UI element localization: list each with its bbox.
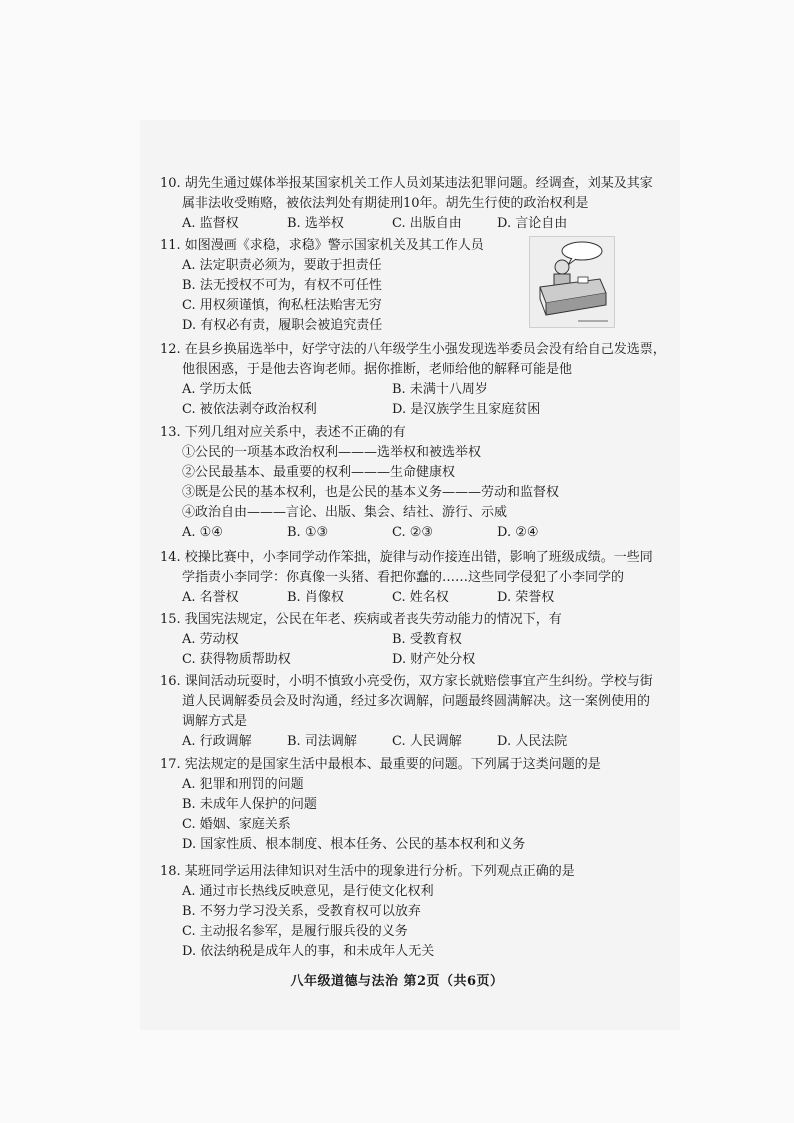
q11-stem: 11. 如图漫画《求稳，求稳》警示国家机关及其工作人员 (160, 238, 484, 253)
q13-item-4: ④政治自由———言论、出版、集会、结社、游行、示威 (182, 505, 508, 520)
q18-option-b: B. 不努力学习没关系，受教育权可以放弃 (182, 904, 421, 919)
q17-option-c: C. 婚姻、家庭关系 (182, 817, 291, 832)
q15-option-c: C. 获得物质帮助权 (182, 652, 291, 667)
question-14 (160, 548, 665, 608)
cartoon-official-at-desk-icon (530, 237, 614, 327)
q11-option-a: A. 法定职责必须为，要敢于担责任 (182, 258, 382, 273)
q13-option-a: A. ①④ (182, 525, 223, 540)
q17-stem: 17. 宪法规定的是国家生活中最根本、最重要的问题。下列属于这类问题的是 (160, 757, 601, 772)
q13-item-2: ②公民最基本、最重要的权利———生命健康权 (182, 465, 456, 480)
page-footer: 八年级道德与法治 第2页（共6页） (290, 974, 504, 989)
q10-stem-line1: 10. 胡先生通过媒体举报某国家机关工作人员刘某违法犯罪问题。经调查，刘某及其家 (160, 176, 653, 191)
question-16 (160, 672, 665, 752)
q16-stem-line3: 调解方式是 (182, 714, 248, 729)
q12-option-d: D. 是汉族学生且家庭贫困 (392, 402, 541, 417)
q15-option-b: B. 受教育权 (392, 632, 462, 647)
q18-option-c: C. 主动报名参军，是履行服兵役的义务 (182, 924, 408, 939)
q14-option-a: A. 名誉权 (182, 590, 239, 605)
q18-option-d: D. 依法纳税是成年人的事，和未成年人无关 (182, 944, 435, 959)
q17-option-a: A. 犯罪和刑罚的问题 (182, 777, 304, 792)
q16-option-d: D. 人民法院 (497, 734, 568, 749)
q13-option-d: D. ②④ (497, 525, 539, 540)
q10-option-b: B. 选举权 (287, 216, 344, 231)
q14-option-b: B. 肖像权 (287, 590, 344, 605)
q12-option-a: A. 学历太低 (182, 382, 252, 397)
question-15 (160, 610, 665, 670)
q12-options-row2 (160, 400, 665, 420)
q14-stem-line1: 14. 校操比赛中，小李同学动作笨拙，旋律与动作接连出错，影响了班级成绩。一些同 (160, 550, 653, 565)
q16-stem-line1: 16. 课间活动玩耍时，小明不慎致小亮受伤，双方家长就赔偿事宜产生纠纷。学校与街 (160, 674, 653, 689)
q14-option-d: D. 荣誉权 (497, 590, 555, 605)
q12-stem-line1: 12. 在县乡换届选举中，好学守法的八年级学生小强发现选举委员会没有给自己发选票， (160, 342, 666, 357)
q13-option-c: C. ②③ (392, 525, 434, 540)
question-12 (160, 340, 665, 420)
q18-stem: 18. 某班同学运用法律知识对生活中的现象进行分析。下列观点正确的是 (160, 864, 575, 879)
q13-options (160, 523, 665, 543)
question-18 (160, 862, 665, 962)
question-17 (160, 755, 665, 855)
q16-option-c: C. 人民调解 (392, 734, 462, 749)
q12-stem-line2: 他很困惑，于是他去咨询老师。据你推断，老师给他的解释可能是他 (182, 362, 573, 377)
q10-option-d: D. 言论自由 (497, 216, 568, 231)
question-13 (160, 423, 665, 543)
q15-option-d: D. 财产处分权 (392, 652, 476, 667)
q13-item-1: ①公民的一项基本政治权利———选举权和被选举权 (182, 445, 482, 460)
q17-option-d: D. 国家性质、根本制度、根本任务、公民的基本权利和义务 (182, 837, 526, 852)
q16-stem-line2: 道人民调解委员会及时沟通，经过多次调解，问题最终圆满解决。这一案例使用的 (182, 694, 651, 709)
q14-options (160, 588, 665, 608)
q18-option-a: A. 通过市长热线反映意见，是行使文化权利 (182, 884, 434, 899)
q15-options-row2 (160, 650, 665, 670)
q11-option-b: B. 法无授权不可为，有权不可任性 (182, 278, 382, 293)
q13-stem: 13. 下列几组对应关系中，表述不正确的有 (160, 425, 406, 440)
q10-option-c: C. 出版自由 (392, 216, 462, 231)
q10-stem-line2: 属非法收受贿赂，被依法判处有期徒刑10年。胡先生行使的政治权利是 (182, 196, 589, 211)
q16-option-b: B. 司法调解 (287, 734, 357, 749)
q11-option-c: C. 用权须谨慎，徇私枉法贻害无穷 (182, 298, 382, 313)
q15-stem: 15. 我国宪法规定，公民在年老、疾病或者丧失劳动能力的情况下，有 (160, 612, 562, 627)
q15-options-row1 (160, 630, 665, 650)
q10-options (160, 214, 665, 234)
q10-option-a: A. 监督权 (182, 216, 239, 231)
q16-option-a: A. 行政调解 (182, 734, 252, 749)
q11-option-d: D. 有权必有责，履职会被追究责任 (182, 318, 383, 333)
q13-option-b: B. ①③ (287, 525, 329, 540)
question-10 (160, 174, 665, 234)
q17-option-b: B. 未成年人保护的问题 (182, 797, 317, 812)
q13-item-3: ③既是公民的基本权利，也是公民的基本义务———劳动和监督权 (182, 485, 560, 500)
q15-option-a: A. 劳动权 (182, 632, 239, 647)
q12-option-c: C. 被依法剥夺政治权利 (182, 402, 317, 417)
q16-options (160, 732, 665, 752)
q14-option-c: C. 姓名权 (392, 590, 449, 605)
q12-option-b: B. 未满十八周岁 (392, 382, 488, 397)
cartoon-image (529, 236, 615, 328)
q14-stem-line2: 学指责小李同学：你真像一头猪、看把你蠢的……这些同学侵犯了小李同学的 (182, 570, 625, 585)
q12-options-row1 (160, 380, 665, 400)
